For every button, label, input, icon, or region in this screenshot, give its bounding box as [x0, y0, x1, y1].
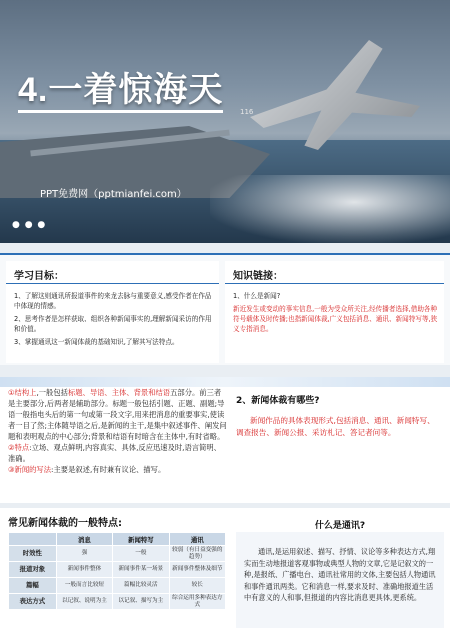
decor-dots: ● ● ● — [12, 220, 47, 230]
structure-line — [8, 464, 228, 475]
table-cell: 强 — [56, 546, 112, 562]
table-header-cell: 通讯 — [169, 533, 225, 546]
tongxun-question: 什么是通讯? — [314, 521, 366, 531]
line-keyword: 新闻的写法 — [14, 465, 52, 474]
table-header-row — [9, 533, 226, 546]
table-cell: 以记叙、描写为主 — [113, 594, 169, 610]
line-keyword-2: 标题、导语、主体、背景和结语 — [67, 388, 171, 397]
table-cell: 一般 — [113, 546, 169, 562]
table-header-cell: 消息 — [56, 533, 112, 546]
table-cell: 表达方式 — [9, 594, 57, 610]
table-cell: 时效性 — [9, 546, 57, 562]
table-row — [9, 578, 226, 594]
table-cell: 报道对象 — [9, 562, 57, 578]
line-text: :主要是叙述,有时兼有议论、描写。 — [51, 465, 166, 474]
jet-number-label: 116 — [240, 108, 254, 116]
knowledge-panel — [225, 261, 444, 363]
genre-table — [8, 532, 226, 610]
header-line — [6, 283, 219, 284]
wave-spray — [210, 175, 450, 243]
goal-item: 3、掌握通讯这一新闻体裁的基础知识,了解其写法特点。 — [14, 338, 179, 346]
table-cell: 较长 — [169, 578, 225, 594]
table-header-cell: 新闻特写 — [113, 533, 169, 546]
table-slide — [0, 508, 450, 633]
table-row — [9, 594, 226, 610]
table-cell: 新闻事件整体及细节 — [169, 562, 225, 578]
wave-decoration — [0, 377, 450, 387]
table-cell: 一般而言比较短 — [56, 578, 112, 594]
goals-slide — [0, 253, 450, 365]
cover-title: 4.一着惊海天 — [18, 71, 224, 109]
goals-header: 学习目标： — [14, 271, 64, 282]
line-prefix: ① — [8, 388, 15, 397]
table-row — [9, 562, 226, 578]
line-prefix: ③ — [8, 465, 15, 474]
line-prefix: ② — [8, 443, 15, 452]
table-row — [9, 546, 226, 562]
table-title: 常见新闻体裁的一般特点: — [8, 518, 122, 529]
title-underline — [18, 110, 223, 113]
knowledge-answer: 新近发生或变动的事实信息,一般为受众所关注,经传播者选择,借助各种符号载体及时传播;也指新闻体裁,广义包括消息、通讯、新闻特写等,狭义专指消息。 — [233, 305, 438, 333]
knowledge-header: 知识链接： — [233, 271, 283, 282]
table-cell: 综合运用多种表达方式 — [169, 594, 225, 610]
fighter-jet-image — [250, 40, 420, 150]
line-keyword: 特点 — [14, 443, 30, 452]
line-text: :立场、观点鲜明,内容真实、具体,反应迅速及时,语言简明、准确。 — [8, 443, 221, 463]
genre-answer: 新闻作品的具体表现形式,包括消息、通讯、新闻特写、调查报告、新闻公报、采访札记、答记者问等。 — [236, 416, 435, 437]
knowledge-body — [233, 291, 438, 337]
table-cell: 篇幅比较灵活 — [113, 578, 169, 594]
line-keyword: 结构上 — [14, 388, 37, 397]
slide-gap — [0, 243, 450, 253]
site-watermark: PPT免费网（pptmianfei.com） — [40, 189, 187, 200]
structure-line — [8, 387, 228, 442]
goals-panel — [6, 261, 219, 363]
line-rest: 五部分。前三者是主要部分,后两者是辅助部分。标题一般包括引题、正题、副题;导语一般指电头后的第一句或第一段文字,用来把消息的重要事实,使读者一目了然;主体随导语之后,是新闻的主干,是集中叙述事件、阐发问题和表明观点的中心部分;背景和结语有时暗含在主体中,有时省略。 — [8, 388, 227, 441]
goal-item: 1、了解这则通讯所报道事件的来龙去脉与重要意义,感受作者在作品中体现的情感。 — [14, 292, 212, 310]
tongxun-answer: 通讯,是运用叙述、描写、抒情、议论等多种表达方式,翔实而生动地报道客观事物或典型人物的文章,它是记叙文的一种,是报纸、广播电台、通讯社常用的文体,主要包括人物通讯和事件通讯两类。它和消息一样,要求及时、准确地报道生活中有意义的人和事,但报道的内容比消息更具体,更系统。 — [244, 547, 436, 602]
table-cell: 较弱（有日益变强的趋势） — [169, 546, 225, 562]
table-cell: 篇幅 — [9, 578, 57, 594]
table-cell: 新闻事件整体 — [56, 562, 112, 578]
structure-slide — [0, 377, 450, 503]
line-text: ,一般包括 — [36, 388, 68, 397]
goal-item: 2、思考作者是怎样获取、组织各种新闻事实的,理解新闻采访的作用和价值。 — [14, 315, 212, 333]
structure-text — [8, 387, 228, 475]
table-header-cell — [9, 533, 57, 546]
goals-list — [14, 291, 213, 350]
cover-slide — [0, 0, 450, 243]
knowledge-question: 1、什么是新闻? — [233, 292, 281, 300]
table-cell: 以记叙、说明为主 — [56, 594, 112, 610]
genre-question: 2、新闻体裁有哪些? — [236, 396, 320, 406]
header-line — [225, 283, 444, 284]
table-cell: 新闻事件某一场景 — [113, 562, 169, 578]
structure-line — [8, 442, 228, 464]
slide-gap — [0, 365, 450, 377]
